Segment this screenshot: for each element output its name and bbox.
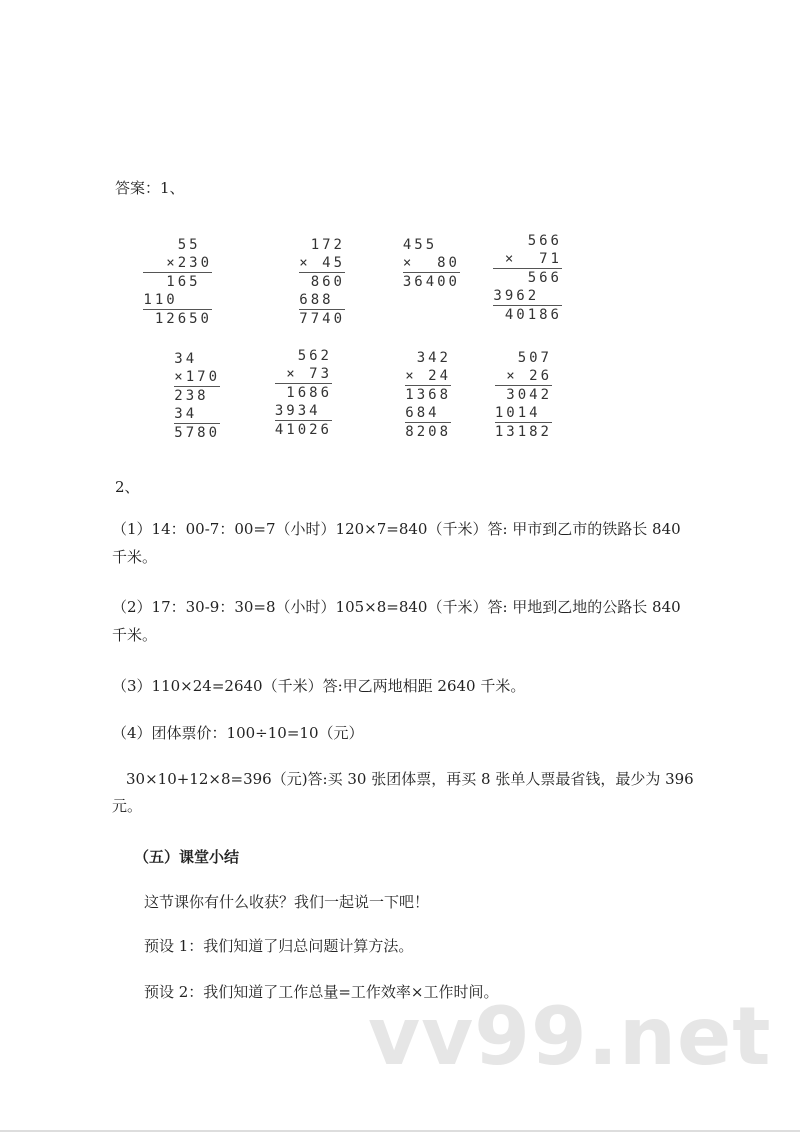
preset-1: 预设 1：我们知道了归总问题计算方法。	[144, 937, 414, 955]
calc-row: 1686	[275, 383, 332, 402]
multiplication-6	[275, 347, 332, 439]
calc-row: 684	[405, 405, 451, 421]
calc-row: 566	[527, 233, 562, 249]
calc-row: 165	[143, 272, 212, 291]
calc-row: 688	[299, 292, 345, 308]
multiplication-3	[403, 236, 460, 291]
calc-row: 110	[143, 292, 212, 308]
product-row: 7740	[299, 311, 345, 327]
question-1-line-1: （1）14：00-7：00=7（小时）120×7=840（千米）答: 甲市到乙市的铁路长 840	[112, 520, 681, 538]
calc-row: 342	[416, 350, 451, 366]
calc-row: 562	[297, 348, 332, 364]
multiplication-2	[299, 236, 345, 328]
question-3: （3）110×24=2640（千米）答:甲乙两地相距 2640 千米。	[112, 677, 526, 695]
question-1-line-2: 千米。	[112, 548, 158, 566]
multiplication-5	[174, 350, 220, 442]
multiplier-row: × 73	[286, 366, 332, 382]
calc-row: 1368	[405, 387, 451, 403]
calc-row: 860	[299, 272, 345, 291]
calc-row: 3934	[274, 403, 332, 419]
question-4: （4）团体票价：100÷10=10（元）	[112, 724, 364, 742]
calc-row: 34	[174, 406, 220, 422]
answer-heading: 答案：1、	[115, 179, 185, 197]
calc-row: 238	[174, 388, 220, 404]
question-2-line-2: 千米。	[112, 626, 158, 644]
calc-row: 34	[174, 351, 220, 367]
summary-question: 这节课你有什么收获？我们一起说一下吧！	[144, 893, 430, 911]
calc-row: 455	[402, 237, 460, 253]
multiplier-row: × 71	[504, 251, 562, 267]
multiplier-row: × 45	[299, 255, 345, 271]
page-bottom-divider	[0, 1130, 800, 1132]
calc-row: 507	[517, 350, 552, 366]
product-row: 12650	[143, 309, 212, 328]
question-4-continued-line-2: 元。	[112, 797, 143, 815]
product-row: 8208	[405, 424, 451, 440]
summary-heading: （五）课堂小结	[134, 848, 240, 866]
calc-row: 172	[310, 237, 345, 253]
multiplier-row: × 26	[506, 368, 552, 384]
section-2-heading: 2、	[115, 478, 140, 496]
multiplier-row: × 80	[402, 255, 460, 271]
question-4-continued-line-1: 30×10+12×8=396（元)答:买 30 张团体票，再买 8 张单人票最省钱，最少为 396	[126, 770, 694, 788]
product-row: 40186	[493, 305, 562, 324]
multiplier-row: × 24	[405, 368, 451, 384]
multiplier-row: ×230	[166, 255, 212, 271]
calc-row: 3042	[495, 385, 552, 404]
product-row: 13182	[494, 424, 552, 440]
product-row: 41026	[274, 422, 332, 438]
calc-row: 3962	[493, 288, 562, 304]
multiplier-row: ×170	[174, 369, 220, 385]
multiplication-1	[143, 236, 212, 328]
preset-2: 预设 2：我们知道了工作总量=工作效率×工作时间。	[144, 983, 499, 1001]
product-row: 5780	[174, 425, 220, 441]
calc-row: 566	[493, 268, 562, 287]
calc-row: 55	[177, 237, 212, 253]
multiplication-4	[493, 232, 562, 324]
watermark: vv99.net	[368, 990, 772, 1083]
multiplication-8	[495, 349, 552, 441]
question-2-line-1: （2）17：30-9：30=8（小时）105×8=840（千米）答: 甲地到乙地的公路长 840	[112, 598, 681, 616]
product-row: 36400	[402, 274, 460, 290]
multiplication-7	[405, 349, 451, 441]
calc-row: 1014	[494, 405, 552, 421]
